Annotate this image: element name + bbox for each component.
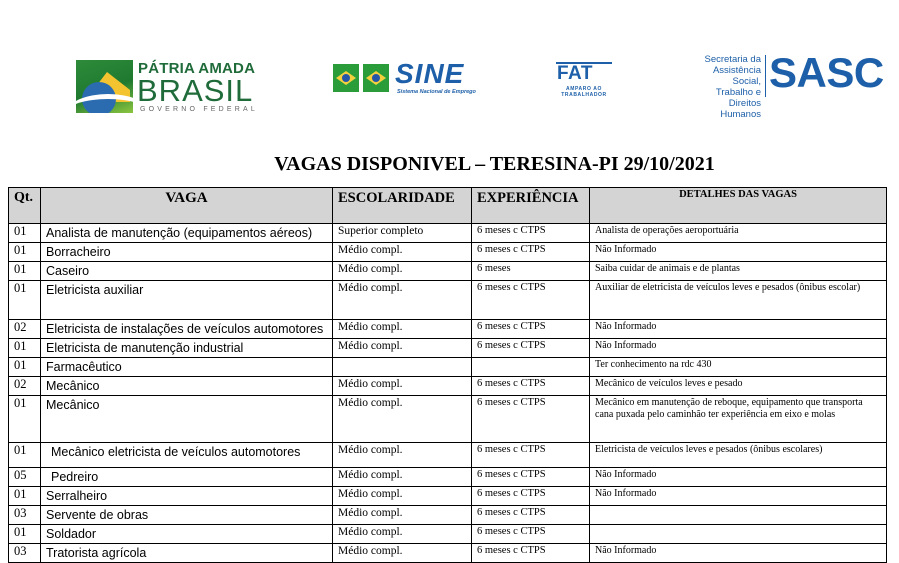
cell-experiencia: 6 meses c CTPS [472,544,590,563]
cell-vaga: Analista de manutenção (equipamentos aéreos) [41,224,333,243]
table-row [9,262,887,281]
fat-logo [556,62,612,98]
table-row [9,396,887,443]
cell-detalhes: Não Informado [590,487,887,506]
cell-vaga: Eletricista auxiliar [41,281,333,320]
cell-escolaridade: Médio compl. [333,506,472,525]
cell-escolaridade: Médio compl. [333,339,472,358]
job-vacancies-table [8,187,887,563]
cell-detalhes [590,506,887,525]
sine-subtitle: Sistema Nacional de Emprego [397,89,476,95]
table-row [9,506,887,525]
cell-vaga: Tratorista agrícola [41,544,333,563]
cell-detalhes: Saiba cuidar de animais e de plantas [590,262,887,281]
cell-escolaridade: Médio compl. [333,243,472,262]
table-row [9,544,887,563]
table-body [9,224,887,563]
cell-escolaridade: Médio compl. [333,487,472,506]
table-row [9,320,887,339]
table-row [9,281,887,320]
cell-escolaridade: Médio compl. [333,525,472,544]
cell-vaga: Eletricista de manutenção industrial [41,339,333,358]
sine-logo [333,58,508,98]
table-row [9,339,887,358]
logo-brasil-line3: GOVERNO FEDERAL [140,106,259,113]
cell-vaga: Mecânico [41,396,333,443]
sasc-wordmark: SASC [769,49,884,96]
header-experiencia: EXPERIÊNCIA [472,188,590,224]
cell-escolaridade: Médio compl. [333,443,472,468]
sine-wordmark: SINE [395,58,465,89]
cell-experiencia: 6 meses c CTPS [472,443,590,468]
cell-experiencia: 6 meses c CTPS [472,320,590,339]
cell-escolaridade: Médio compl. [333,377,472,396]
cell-detalhes: Mecânico de veículos leves e pesado [590,377,887,396]
cell-vaga: Serralheiro [41,487,333,506]
cell-experiencia: 6 meses c CTPS [472,506,590,525]
table-row [9,487,887,506]
cell-experiencia: 6 meses c CTPS [472,243,590,262]
cell-detalhes: Não Informado [590,339,887,358]
cell-qt: 02 [9,377,41,396]
table-row [9,377,887,396]
cell-escolaridade: Médio compl. [333,544,472,563]
cell-qt: 01 [9,358,41,377]
cell-qt: 01 [9,243,41,262]
cell-qt: 01 [9,224,41,243]
cell-qt: 03 [9,506,41,525]
cell-escolaridade: Superior completo [333,224,472,243]
cell-qt: 01 [9,396,41,443]
cell-experiencia: 6 meses c CTPS [472,339,590,358]
fat-sub1: AMPARO AO [566,86,602,92]
table-row [9,525,887,544]
logo-brasil-line2: BRASIL [137,73,254,108]
cell-escolaridade [333,358,472,377]
cell-qt: 01 [9,525,41,544]
cell-experiencia: 6 meses [472,262,590,281]
cell-experiencia: 6 meses c CTPS [472,377,590,396]
cell-detalhes: Não Informado [590,320,887,339]
cell-experiencia: 6 meses c CTPS [472,525,590,544]
fat-sub2: TRABALHADOR [561,92,607,98]
patria-amada-brasil-logo [76,58,259,116]
cell-qt: 01 [9,443,41,468]
cell-vaga: Mecânico eletricista de veículos automotores [41,443,333,468]
table-row [9,443,887,468]
cell-escolaridade: Médio compl. [333,281,472,320]
cell-experiencia: 6 meses c CTPS [472,224,590,243]
table-row [9,358,887,377]
cell-qt: 02 [9,320,41,339]
cell-qt: 01 [9,281,41,320]
cell-detalhes: Mecânico em manutenção de reboque, equipamento que transporta cana puxada pelo caminhão ter experiência em eixo e molas [590,396,887,443]
cell-detalhes [590,525,887,544]
table-header-row [9,188,887,224]
header-qt: Qt. [9,188,41,224]
sasc-description: Secretaria da Assistência Social, Trabalho e Direitos Humanos [704,54,761,120]
cell-qt: 03 [9,544,41,563]
cell-escolaridade: Médio compl. [333,468,472,487]
cell-qt: 05 [9,468,41,487]
cell-vaga: Mecânico [41,377,333,396]
table-row [9,224,887,243]
cell-qt: 01 [9,339,41,358]
cell-vaga: Farmacêutico [41,358,333,377]
fat-wordmark: FAT [557,63,593,84]
cell-escolaridade: Médio compl. [333,262,472,281]
header-vaga: VAGA [41,188,333,224]
header-detalhes: DETALHES DAS VAGAS [590,188,887,224]
cell-detalhes: Não Informado [590,468,887,487]
cell-vaga: Servente de obras [41,506,333,525]
cell-experiencia: 6 meses c CTPS [472,396,590,443]
table-row [9,243,887,262]
cell-experiencia [472,358,590,377]
sasc-logo [693,49,884,120]
cell-qt: 01 [9,262,41,281]
sasc-divider [765,55,766,97]
cell-qt: 01 [9,487,41,506]
cell-vaga: Soldador [41,525,333,544]
cell-detalhes: Não Informado [590,544,887,563]
cell-detalhes: Auxiliar de eletricista de veículos leves e pesados (ônibus escolar) [590,281,887,320]
cell-detalhes: Eletricista de veículos leves e pesados (ônibus escolares) [590,443,887,468]
table-row [9,468,887,487]
cell-detalhes: Ter conhecimento na rdc 430 [590,358,887,377]
cell-vaga: Pedreiro [41,468,333,487]
cell-vaga: Borracheiro [41,243,333,262]
cell-vaga: Caseiro [41,262,333,281]
cell-experiencia: 6 meses c CTPS [472,468,590,487]
document-title: VAGAS DISPONIVEL – TERESINA-PI 29/10/2021 [274,153,715,175]
cell-escolaridade: Médio compl. [333,320,472,339]
cell-vaga: Eletricista de instalações de veículos automotores [41,320,333,339]
cell-experiencia: 6 meses c CTPS [472,281,590,320]
cell-experiencia: 6 meses c CTPS [472,487,590,506]
brasil-emblem-icon [76,60,133,113]
cell-detalhes: Analista de operações aeroportuária [590,224,887,243]
cell-detalhes: Não Informado [590,243,887,262]
header-escolaridade: ESCOLARIDADE [333,188,472,224]
cell-escolaridade: Médio compl. [333,396,472,443]
logo-brasil-line1: PÁTRIA AMADA [138,60,256,77]
